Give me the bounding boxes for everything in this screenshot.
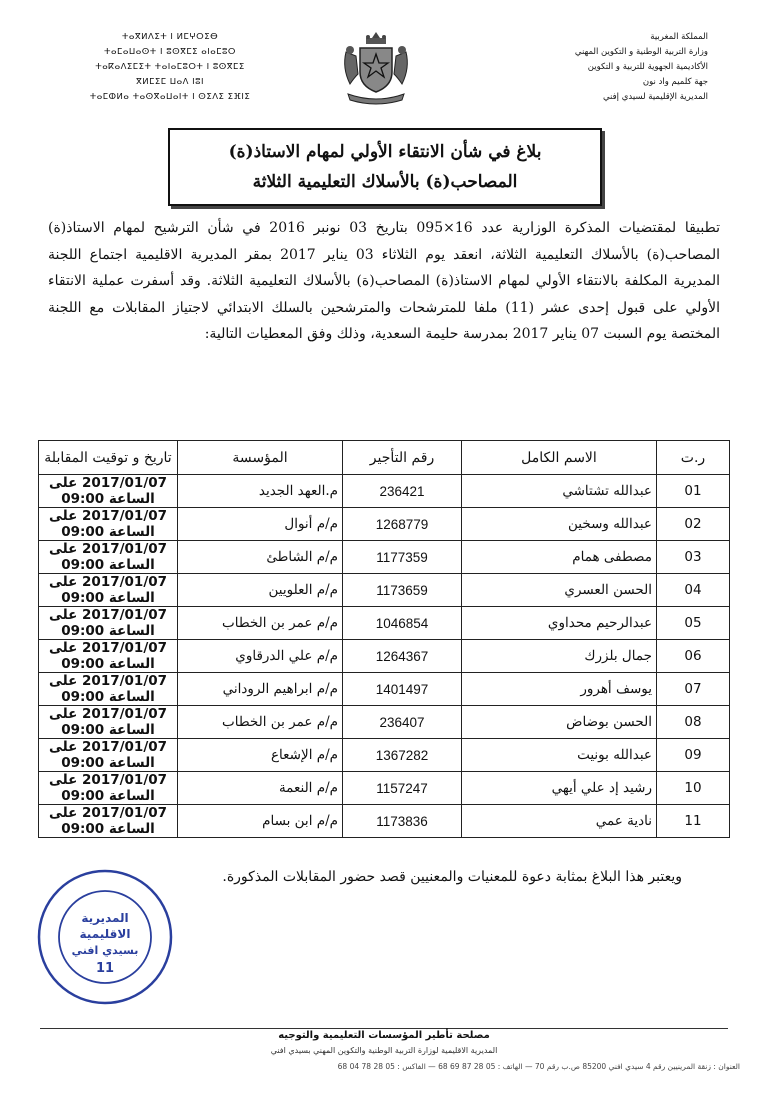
table-row [39, 574, 730, 607]
table-row [39, 640, 730, 673]
cell-inst: م/م عمر بن الخطاب [178, 706, 343, 739]
footer-divider [40, 1028, 728, 1029]
stamp-line-1: المديرية [81, 911, 129, 925]
footer-directorate: المديرية الاقليمية لوزارة التربية الوطنية والتكوين المهني بسيدي افني [270, 1046, 498, 1055]
table-row [39, 475, 730, 508]
header-reg: رقم التأجير [343, 441, 462, 475]
cell-num: 06 [657, 640, 730, 673]
cell-reg: 1367282 [343, 739, 462, 772]
cell-date: 2017/01/07 على الساعة 09:00 [39, 739, 178, 772]
table-row [39, 607, 730, 640]
cell-date: 2017/01/07 على الساعة 09:00 [39, 673, 178, 706]
cell-name: عبدالرحيم محداوي [462, 607, 657, 640]
table-row [39, 772, 730, 805]
body-paragraph: تطبيقا لمقتضيات المذكرة الوزارية عدد 16×095 بتاريخ 03 نونبر 2016 في شأن الترشيح لمهام الاستاذ(ة) المصاحب(ة) بالأسلاك التعليمية الثلاثة، انعقد يوم الثلاثاء 03 يناير 2017 بمقر المديرية الاقليمية اجتماع اللجنة المديرية المكلفة بالانتقاء الأولي لمهام الاستاذ(ة) المصاحب(ة) بالأسلاك التعليمية الثلاثة. وقد أسفرت عملية الانتقاء الأولي على قبول إحدى عشر (11) ملفا للمترشحات والمترشحين بالسلك الابتدائي لاجتياز المقابلات مع اللجنة المختصة يوم السبت 07 يناير 2017 بمدرسة حليمة السعدية، وذلك وفق المعطيات التالية: [48, 220, 721, 342]
cell-num: 02 [657, 508, 730, 541]
cell-num: 03 [657, 541, 730, 574]
header-arabic-block [508, 30, 708, 105]
announcement-title-box [168, 128, 602, 206]
title-line-2: المصاحب(ة) بالأسلاك التعليمية الثلاثة [252, 172, 518, 192]
candidates-table [38, 440, 730, 838]
cell-num: 11 [657, 805, 730, 838]
cell-inst: م/م الشاطئ [178, 541, 343, 574]
closing-sentence: ويعتبر هذا البلاغ بمثابة دعوة للمعنيات والمعنيين قصد حضور المقابلات المذكورة. [222, 869, 682, 885]
cell-reg: 1046854 [343, 607, 462, 640]
cell-reg: 1264367 [343, 640, 462, 673]
cell-date: 2017/01/07 على الساعة 09:00 [39, 574, 178, 607]
title-line-1: بلاغ في شأن الانتقاء الأولي لمهام الاستاذ(ة) [228, 142, 542, 162]
cell-name: يوسف أهرور [462, 673, 657, 706]
stamp-line-3: بسيدي افني [71, 944, 139, 957]
table-row [39, 739, 730, 772]
header-line: وزارة التربية الوطنية و التكوين المهني [574, 47, 708, 57]
cell-inst: م.العهد الجديد [178, 475, 343, 508]
header-line: جهة كلميم واد نون [642, 77, 708, 87]
table-row [39, 508, 730, 541]
cell-num: 10 [657, 772, 730, 805]
cell-date: 2017/01/07 على الساعة 09:00 [39, 475, 178, 508]
footer-service-name: مصلحة تأطير المؤسسات التعليمية والتوجيه [278, 1030, 490, 1041]
cell-reg: 236407 [343, 706, 462, 739]
table-row [39, 673, 730, 706]
cell-inst: م/م ابراهيم الروداني [178, 673, 343, 706]
cell-reg: 1268779 [343, 508, 462, 541]
cell-date: 2017/01/07 على الساعة 09:00 [39, 607, 178, 640]
header-line: المديرية الإقليمية لسيدي إفني [602, 92, 708, 102]
cell-name: عبدالله تشتاشي [462, 475, 657, 508]
cell-name: عبدالله بونيت [462, 739, 657, 772]
table-row [39, 541, 730, 574]
cell-name: رشيد إد علي أيهي [462, 772, 657, 805]
cell-date: 2017/01/07 على الساعة 09:00 [39, 541, 178, 574]
cell-inst: م/م النعمة [178, 772, 343, 805]
header-line: المملكة المغربية [650, 32, 708, 42]
cell-num: 07 [657, 673, 730, 706]
header-line: ⴳⵍⵎⵉⵎ ⵡⴰⴷ ⵏⵓⵏ [135, 77, 205, 87]
cell-num: 01 [657, 475, 730, 508]
table-row [39, 805, 730, 838]
header-line: ⵜⴰⵎⵀⵍⴰ ⵜⴰⵙⴳⴰⵡⴰⵏⵜ ⵏ ⵙⵉⴷⵉ ⵉⴼⵏⵉ [89, 92, 251, 102]
cell-date: 2017/01/07 على الساعة 09:00 [39, 706, 178, 739]
svg-text:وزارة التربية الوطنية والتكوين [36, 868, 41, 871]
table-row [39, 706, 730, 739]
cell-reg: 1173836 [343, 805, 462, 838]
cell-name: عبدالله وسخين [462, 508, 657, 541]
header-num: ر.ت [657, 441, 730, 475]
cell-inst: م/م علي الدرقاوي [178, 640, 343, 673]
cell-num: 08 [657, 706, 730, 739]
cell-reg: 1177359 [343, 541, 462, 574]
moroccan-coat-of-arms-icon [338, 28, 414, 106]
header-name: الاسم الكامل [462, 441, 657, 475]
header-date: تاريخ و توقيت المقابلة [39, 441, 178, 475]
cell-name: نادية عمي [462, 805, 657, 838]
header-line: ⵜⴰⴳⵍⴷⵉⵜ ⵏ ⵍⵎⵖⵔⵉⴱ [121, 32, 219, 42]
cell-inst: م/م عمر بن الخطاب [178, 607, 343, 640]
header-line: ⵜⴰⴽⴰⴷⵉⵎⵉⵜ ⵜⴰⵏⴰⵎⵓⵔⵜ ⵏ ⵓⵙⴳⵎⵉ [95, 62, 245, 72]
cell-inst: م/م الإشعاع [178, 739, 343, 772]
cell-name: الحسن بوضاض [462, 706, 657, 739]
cell-name: الحسن العسري [462, 574, 657, 607]
stamp-line-2: الاقليمية [79, 927, 131, 941]
stamp-ring-text [36, 868, 41, 871]
cell-date: 2017/01/07 على الساعة 09:00 [39, 805, 178, 838]
cell-name: جمال بلزرك [462, 640, 657, 673]
cell-reg: 1157247 [343, 772, 462, 805]
cell-num: 05 [657, 607, 730, 640]
cell-inst: م/م العلويين [178, 574, 343, 607]
header-line: ⵜⴰⵎⴰⵡⴰⵙⵜ ⵏ ⵓⵙⴳⵎⵉ ⴰⵏⴰⵎⵓⵔ [104, 47, 236, 57]
cell-reg: 1173659 [343, 574, 462, 607]
official-stamp [36, 868, 174, 1006]
cell-reg: 1401497 [343, 673, 462, 706]
cell-date: 2017/01/07 على الساعة 09:00 [39, 772, 178, 805]
stamp-number: 11 [95, 961, 115, 976]
header-inst: المؤسسة [178, 441, 343, 475]
header-line: الأكاديمية الجهوية للتربية و التكوين [587, 62, 708, 72]
cell-reg: 236421 [343, 475, 462, 508]
cell-name: مصطفى همام [462, 541, 657, 574]
footer-contact: العنوان : زنقة المرينيين رقم 4 سيدي افني 85200 ص.ب رقم 70 — الهاتف : 05 28 87 69 68 — الفاكس : 05 28 78 04 68 [337, 1062, 740, 1071]
cell-date: 2017/01/07 على الساعة 09:00 [39, 640, 178, 673]
cell-inst: م/م ابن بسام [178, 805, 343, 838]
cell-date: 2017/01/07 على الساعة 09:00 [39, 508, 178, 541]
cell-num: 09 [657, 739, 730, 772]
cell-num: 04 [657, 574, 730, 607]
cell-inst: م/م أنوال [178, 508, 343, 541]
table-header-row [39, 441, 730, 475]
header-tifinagh-block [70, 30, 270, 105]
